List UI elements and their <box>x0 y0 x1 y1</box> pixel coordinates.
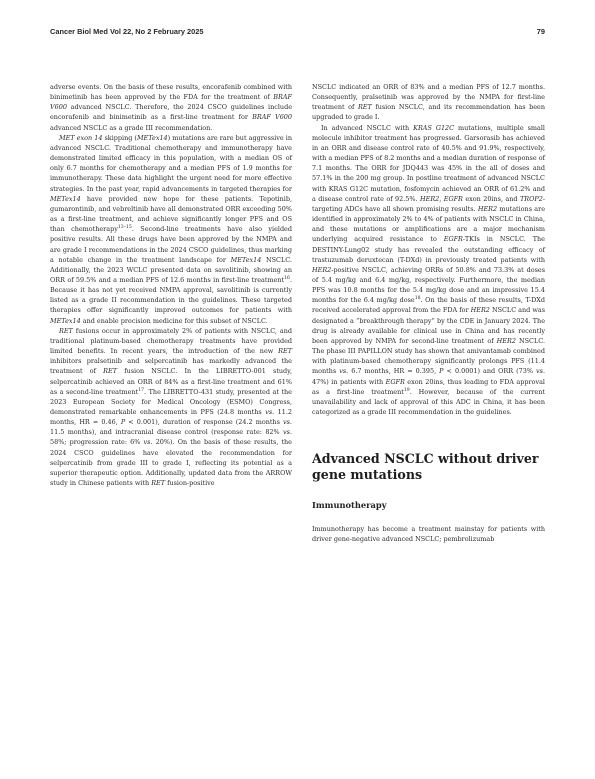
subsection-title: Immunotherapy <box>312 500 387 511</box>
paragraph-metex14: MET exon 14 skipping (METex14) mutations are rare but aggressive in advanced NSCLC. Traditional chemotherapy and immunotherapy have demonstrated limited efficacy in this population, with a median OS of only 6.7 months for chemotherapy and a median PFS of 1.9 months for immunotherapy. These data highlight the urgent need for more effective strategies. In the past year, rapid advancements in targeted therapies for METex14 have provided new hope for these patients. Tepotinib, gumarontinib, and vebreltinib have all demonstrated ORR exceeding 50% as a first-line treatment, and achieve significantly longer PFS and OS than chemotherapy$^{13-15}$. Second-line treatments have also yielded positive results. All these drugs have been approved by the NMPA and are grade I recommendations in the 2024 CSCO guidelines, thus marking a notable change in the treatment landscape for METex14 NSCLC. Additionally, the 2023 WCLC presented data on savolitinib, showing an ORR of 59.5% and a median PFS of 12.6 months in first-line treatment$^{16}$. Because it has not yet received NMPA approval, savolitinib is currently listed as a grade II recommendation in the guidelines. These targeted therapies offer significantly improved outcomes for patients with METex14 and enable precision medicine for this subset of NSCLC. <box>50 133 292 325</box>
journal-citation: Cancer Biol Med Vol 22, No 2 February 2025 <box>50 27 204 36</box>
paragraph-immunotherapy: Immunotherapy has become a treatment mainstay for patients with driver gene-negative advanced NSCLC; pembrolizumab <box>312 525 545 544</box>
running-header <box>50 27 545 39</box>
paragraph-kras-her2: In advanced NSCLC with KRAS G12C mutations, multiple small molecule inhibitor treatment has progressed. Garsorasib has achieved in an ORR and disease control rate of 40.5% and 91.9%, respectively, with a median PFS of 8.2 months and a median duration of response of 7.1 months. The ORR for JDQ443 was 45% in the all of doses and 57.1% in the 200 mg group. In postline treatment of advanced NSCLC with KRAS G12C mutation, fosfomycin achieved an ORR of 61.2% and a disease control rate of 92.5%. HER2, EGFR exon 20ins, and TROP2-targeting ADCs have all shown promising results. HER2 mutations are identified in approximately 2% to 4% of patients with NSCLC in China, and these mutations or amplifications are a major mechanism underlying acquired resistance to EGFR-TKIs in NSCLC. The DESTINY-Lung02 study has revealed the outstanding efficacy of trastuzumab deruxtecan (T-DXd) in previously treated patients with HER2-positive NSCLC, achieving ORRs of 50.8% and 73.3% at doses of 5.4 mg/kg and 6.4 mg/kg, respectively. Furthermore, the median PFS was 10.8 months for the 5.4 mg/kg dose and an impressive 15.4 months for the 6.4 mg/kg dose$^{18}$. On the basis of these results, T-DXd received accelerated approval from the FDA for HER2 NSCLC and was designated a “breakthrough therapy” by the CDE in January 2024. The drug is already available for clinical use in China and has recently been approved by NMPA for second-line treatment of HER2 NSCLC. The phase III PAPILLON study has shown that amivantamab combined with platinum-based chemotherapy significantly prolongs PFS (11.4 months vs. 6.7 months, HR = 0.395, P < 0.0001) and ORR (73% vs. 47%) in patients with EGFR exon 20ins, thus leading to FDA approval as a first-line treatment$^{19}$. However, because of the current unavailability and lack of approval of this ADC in China, it has been categorized as a grade III recommendation in the guidelines. <box>312 123 546 416</box>
paragraph-braf: adverse events. On the basis of these results, encorafenib combined with binimetinib has been approved by the FDA for the treatment of BRAF V600 advanced NSCLC. Therefore, the 2024 CSCO guidelines include encorafenib and binimetinib as a first-line treatment for BRAF V600 advanced NSCLC as a grade III recommendation. <box>50 83 292 132</box>
paragraph-ret-continued: NSCLC indicated an ORR of 83% and a median PFS of 12.7 months. Consequently, pralsetinib was approved by the NMPA for first-line treatment of RET fusion NSCLC, and its recommendation has been upgraded to grade I. <box>312 83 545 122</box>
left-column <box>50 82 292 488</box>
paragraph-ret: RET fusions occur in approximately 2% of patients with NSCLC, and traditional platinum-based chemotherapy treatments have provided limited benefits. In recent years, the introduction of the new RET inhibitors pralsetinib and selpercatinib has markedly advanced the treatment of RET fusion NSCLC. In the LIBRETTO-001 study, selpercatinib achieved an ORR of 84% as a first-line treatment and 61% as a second-line treatment$^{17}$. The LIBRETTO-431 study, presented at the 2023 European Society for Medical Oncology (ESMO) Congress, demonstrated remarkable enhancements in PFS (24.8 months vs. 11.2 months, HR = 0.46, P < 0.001), duration of response (24.2 months vs. 11.5 months), and intracranial disease control (response rate: 82% vs. 58%; progression rate: 6% vs. 20%). On the basis of these results, the 2024 CSCO guidelines have elevated the recommendation for selpercatinib from grade III to grade I, reflecting its potential as a superior therapeutic option. Additionally, updated data from the ARROW study in Chinese patients with RET fusion-positive <box>50 326 292 488</box>
section-title: Advanced NSCLC without driver gene mutations <box>312 451 539 482</box>
page-number: 79 <box>536 27 545 36</box>
right-column <box>312 82 545 544</box>
